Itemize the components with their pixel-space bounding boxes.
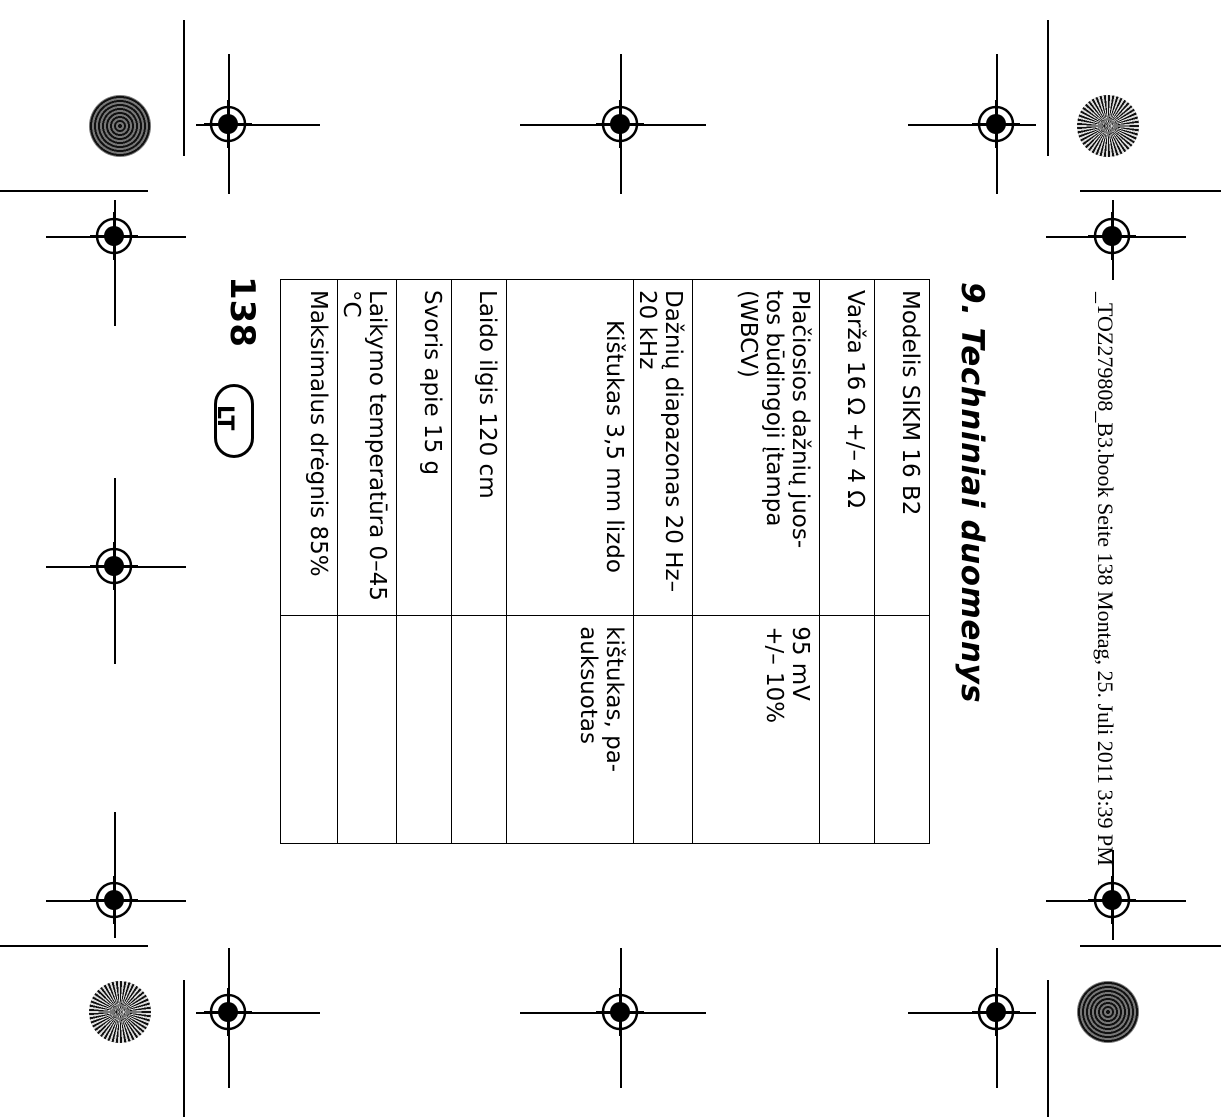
table-row — [397, 280, 452, 844]
spec-label-cell — [338, 280, 397, 616]
cell-line: 95 mV — [787, 626, 813, 701]
spec-label-cell — [820, 280, 875, 616]
crop-registration-icon — [596, 988, 644, 1036]
crop-registration-icon — [1088, 876, 1136, 924]
color-registration-target-icon — [1077, 981, 1139, 1043]
trim-line — [1080, 945, 1221, 947]
spec-value-cell — [338, 616, 397, 844]
cell-line: auksuotas — [575, 626, 601, 744]
color-registration-target-icon — [89, 981, 151, 1043]
trim-line — [183, 980, 185, 1117]
spec-label-cell — [281, 280, 338, 616]
spec-value-cell — [875, 616, 930, 844]
trim-line — [1080, 190, 1221, 192]
spec-value-cell — [634, 616, 693, 844]
crop-registration-icon — [90, 212, 138, 260]
spec-value-cell — [452, 616, 507, 844]
table-row — [634, 280, 693, 844]
crop-registration-icon — [204, 988, 252, 1036]
table-row — [820, 280, 875, 844]
cell-line: Kištukas 3,5 mm lizdo — [601, 320, 627, 573]
spec-label-cell — [397, 280, 452, 616]
table-row — [507, 280, 634, 844]
crop-registration-icon — [90, 542, 138, 590]
page-number: 138 — [222, 276, 262, 347]
table-row — [875, 280, 930, 844]
cell-line: Dažnių diapazonas 20 Hz–20 kHz — [634, 290, 686, 593]
table-row — [281, 280, 338, 844]
crop-registration-icon — [204, 100, 252, 148]
trim-line — [1047, 980, 1049, 1117]
cell-line: Modelis SIKM 16 B2 — [897, 290, 923, 516]
table-row — [452, 280, 507, 844]
spec-label-cell — [693, 280, 820, 616]
spec-value-cell — [820, 616, 875, 844]
spec-table — [280, 279, 930, 844]
spec-label-cell — [507, 280, 634, 616]
cell-line: tos būdingoji įtampa — [761, 290, 787, 527]
trim-line — [0, 945, 148, 947]
spec-label-cell — [634, 280, 693, 616]
language-badge — [214, 384, 254, 458]
cell-line: Varža 16 Ω +/– 4 Ω — [842, 290, 868, 508]
table-row — [693, 280, 820, 844]
table-row — [338, 280, 397, 844]
spec-value-cell — [397, 616, 452, 844]
trim-line — [0, 190, 148, 192]
spec-value-cell — [507, 616, 634, 844]
spec-value-cell — [281, 616, 338, 844]
cell-line: Laikymo temperatūra 0–45 °C — [338, 290, 390, 601]
cell-line: (WBCV) — [735, 290, 761, 378]
spec-value-cell — [693, 616, 820, 844]
language-code: LT — [212, 405, 237, 431]
crop-registration-icon — [972, 988, 1020, 1036]
crop-registration-icon — [1088, 212, 1136, 260]
cell-line: Svoris apie 15 g — [419, 290, 445, 476]
color-registration-target-icon — [89, 95, 151, 157]
crop-registration-icon — [596, 100, 644, 148]
cell-line: Laido ilgis 120 cm — [474, 290, 500, 499]
section-heading: 9. Techniniai duomenys — [954, 282, 990, 704]
print-slug-text: _TOZ279808_B3.book Seite 138 Montag, 25. Juli 2011 3:39 PM — [1093, 292, 1118, 866]
trim-line — [183, 20, 185, 156]
crop-registration-icon — [90, 876, 138, 924]
cell-line: Plačiosios dažnių juos- — [787, 290, 813, 549]
cell-line: kištukas, pa- — [601, 626, 627, 773]
trim-line — [1047, 20, 1049, 156]
cell-line: Maksimalus drėgnis 85% — [305, 290, 331, 577]
cell-line: +/– 10% — [761, 626, 787, 724]
crop-registration-icon — [972, 100, 1020, 148]
spec-label-cell — [452, 280, 507, 616]
color-registration-target-icon — [1077, 95, 1139, 157]
spec-label-cell — [875, 280, 930, 616]
